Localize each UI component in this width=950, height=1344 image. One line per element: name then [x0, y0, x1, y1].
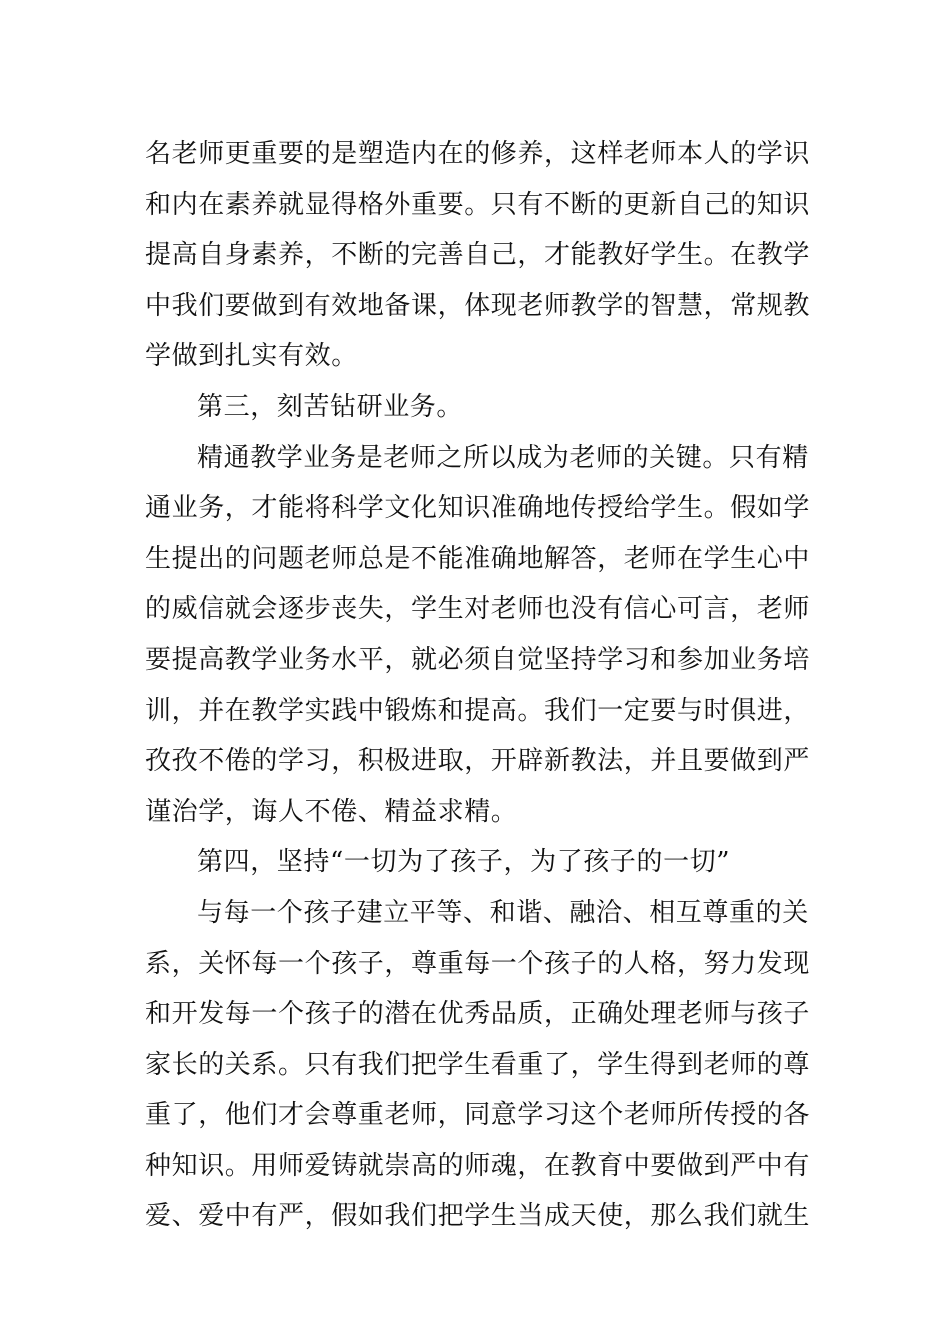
text-line: 爱、爱中有严，假如我们把学生当成天使，那么我们就生	[145, 1201, 811, 1232]
text-line: 提高自身素养，不断的完善自己，才能教好学生。在教学	[145, 240, 811, 271]
text-line: 孜孜不倦的学习，积极进取，开辟新教法，并且要做到严	[145, 746, 811, 777]
text-line: 和内在素养就显得格外重要。只有不断的更新自己的知识	[145, 189, 811, 220]
section-heading: 第三，刻苦钻研业务。	[197, 391, 464, 422]
text-line: 谨治学，诲人不倦、精益求精。	[145, 796, 518, 827]
text-line: 和开发每一个孩子的潜在优秀品质，正确处理老师与孩子	[145, 999, 811, 1030]
paragraph-start-line: 精通教学业务是老师之所以成为老师的关键。只有精	[197, 442, 809, 473]
text-line: 通业务，才能将科学文化知识准确地传授给学生。假如学	[145, 493, 811, 524]
text-line: 训，并在教学实践中锻炼和提高。我们一定要与时俱进，	[145, 695, 811, 726]
text-line: 重了，他们才会尊重老师，同意学习这个老师所传授的各	[145, 1100, 811, 1131]
section-heading: 第四，坚持“一切为了孩子，为了孩子的一切”	[197, 847, 731, 878]
document-page	[145, 129, 810, 1242]
text-line: 生提出的问题老师总是不能准确地解答，老师在学生心中	[145, 543, 811, 574]
text-line: 名老师更重要的是塑造内在的修养，这样老师本人的学识	[145, 139, 811, 169]
text-line: 中我们要做到有效地备课，体现老师教学的智慧，常规教	[145, 290, 811, 321]
text-line: 要提高教学业务水平，就必须自觉坚持学习和参加业务培	[145, 644, 811, 675]
text-line: 种知识。用师爱铸就崇高的师魂，在教育中要做到严中有	[145, 1150, 811, 1181]
text-line: 的威信就会逐步丧失，学生对老师也没有信心可言，老师	[145, 594, 811, 625]
text-line: 系，关怀每一个孩子，尊重每一个孩子的人格，努力发现	[145, 948, 811, 979]
paragraph-start-line: 与每一个孩子建立平等、和谐、融洽、相互尊重的关	[197, 897, 809, 928]
text-line: 家长的关系。只有我们把学生看重了，学生得到老师的尊	[145, 1049, 811, 1080]
text-line: 学做到扎实有效。	[145, 341, 358, 372]
